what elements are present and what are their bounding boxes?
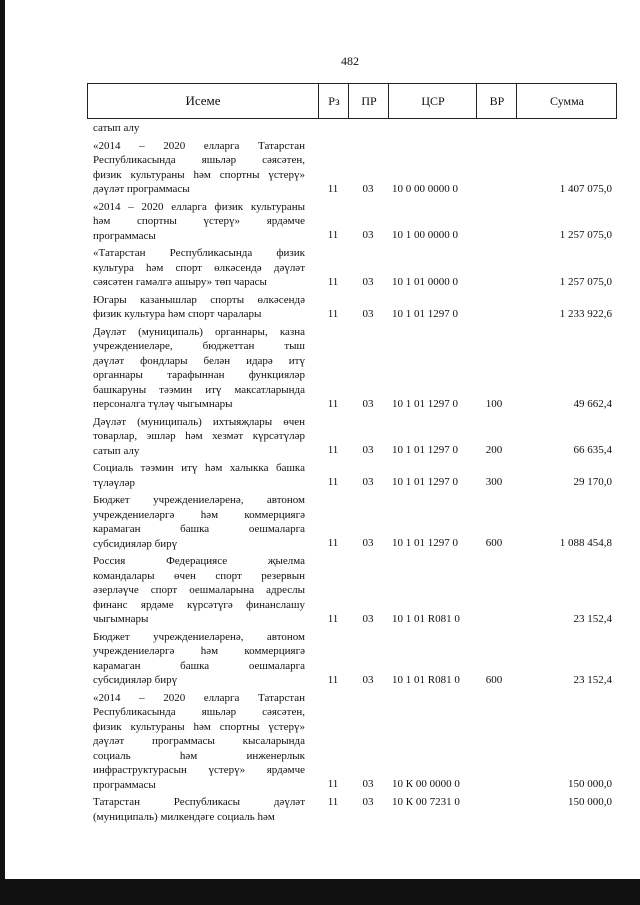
row-name-line: карамаган башка оешмаларга — [93, 659, 305, 672]
header-rz: Рз — [318, 84, 349, 118]
row-csr: 10 1 01 R081 0 — [392, 673, 460, 686]
row-name-line: Бюджет учреждениеләренә, автоном — [93, 630, 305, 643]
row-vr: 300 — [485, 476, 503, 488]
table-row — [0, 691, 640, 796]
row-name-line: учреждениеләргә һәм коммерциягә — [93, 645, 305, 657]
row-name-line: социаль һәм инженерлык — [93, 749, 305, 762]
row-name-line: түләүләр — [93, 476, 136, 489]
row-values — [0, 443, 640, 458]
row-rz: 11 — [327, 397, 339, 410]
row-name-line: «2014 – 2020 елларга Татарстан — [93, 691, 305, 704]
row-name-line: Бюджет учреждениеләренә, автоном — [93, 494, 305, 506]
row-pr: 03 — [362, 444, 374, 456]
row-name-line: программасы — [93, 778, 156, 791]
row-name-line: учреждениеләргә һәм коммерциягә — [93, 508, 305, 521]
row-rz: 11 — [327, 778, 339, 790]
row-pr: 03 — [362, 476, 374, 488]
row-pr: 03 — [362, 778, 374, 790]
row-pr: 03 — [362, 673, 374, 686]
row-values — [0, 612, 640, 627]
row-vr: 600 — [485, 537, 503, 549]
row-name-line: физик культураны һәм спортны үстерү» — [93, 720, 305, 733]
row-sum: 66 635,4 — [573, 444, 612, 456]
row-csr: 10 1 01 1297 0 — [392, 537, 458, 549]
row-name-line: товарлар, эшләр һәм хезмәт күрсәтүләр — [93, 430, 305, 442]
row-name-line: әзерләүче спорт оешмаларына адреслы — [93, 584, 305, 596]
row-name-line: субсидияләр бирү — [93, 674, 178, 686]
header-sum: Сумма — [516, 84, 617, 118]
row-name-line: программасы — [93, 229, 156, 242]
row-name-line: Республикасында яшьләр сәясәтен, — [93, 706, 305, 718]
table-row — [0, 139, 640, 200]
row-rz: 11 — [327, 229, 339, 241]
table-row — [0, 293, 640, 325]
row-csr: 10 1 00 0000 0 — [392, 229, 458, 241]
row-sum: 49 662,4 — [573, 397, 612, 410]
header-pr: ПР — [348, 84, 389, 118]
row-name-line: финанс ярдәме күрсәтүгә финанслашу — [93, 598, 305, 611]
row-values — [0, 475, 640, 490]
table-row — [0, 461, 640, 493]
row-name-line: персоналга түләү чыгымнары — [93, 398, 233, 410]
row-name-line: дәүләт фондлары белән идарә итү — [93, 354, 305, 367]
row-name-line: һәм спортны үстерү» ярдәмче — [93, 215, 305, 227]
table-body — [0, 121, 640, 827]
table-row — [0, 493, 640, 554]
row-sum: 23 152,4 — [573, 612, 612, 625]
row-name-line: культура һәм спорт өлкәсендә дәүләт — [93, 261, 305, 274]
row-rz: 11 — [327, 444, 339, 456]
row-values — [0, 777, 640, 792]
table-row — [0, 415, 640, 462]
table-row — [0, 630, 640, 691]
row-sum: 1 257 075,0 — [559, 275, 612, 288]
row-sum: 23 152,4 — [573, 673, 612, 686]
row-name-line: дәүләт программасы кысаларында — [93, 735, 305, 747]
row-rz: 11 — [327, 537, 339, 549]
row-rz: 11 — [327, 612, 339, 625]
row-values — [0, 673, 640, 688]
row-values — [0, 307, 640, 322]
table-row — [0, 246, 640, 293]
table-row — [0, 121, 640, 139]
row-csr: 10 1 01 1297 0 — [392, 444, 458, 456]
page-number: 482 — [341, 54, 359, 68]
row-pr: 03 — [362, 537, 374, 549]
row-name-line: «2014 – 2020 елларга физик культураны — [93, 200, 305, 213]
row-name-line: Социаль тәэмин итү һәм халыкка башка — [93, 462, 305, 474]
row-rz: 11 — [327, 275, 339, 288]
row-name-line: субсидияләр бирү — [93, 537, 178, 550]
row-csr: 10 К 00 0000 0 — [392, 778, 460, 790]
row-pr: 03 — [362, 229, 374, 241]
row-name-line: командалары өчен спорт резервын — [93, 569, 305, 582]
row-sum: 1 088 454,8 — [559, 537, 612, 549]
header-vr: ВР — [476, 84, 517, 118]
row-pr: 03 — [362, 182, 374, 195]
row-vr: 100 — [485, 397, 503, 410]
table-header — [87, 83, 617, 119]
row-csr: 10 К 00 7231 0 — [392, 796, 460, 808]
row-name-line: сәясәтен гамәлгә ашыру» төп чарасы — [93, 276, 267, 288]
row-sum: 1 257 075,0 — [559, 229, 612, 241]
row-name-line: (муниципаль) милкендәге социаль һәм — [93, 810, 275, 823]
row-name-line: Республикасында яшьләр сәясәтен, — [93, 154, 305, 166]
row-rz: 11 — [327, 673, 339, 686]
row-csr: 10 1 01 1297 0 — [392, 397, 458, 410]
table-row — [0, 554, 640, 630]
row-sum: 29 170,0 — [573, 476, 612, 488]
row-values — [0, 121, 640, 136]
row-pr: 03 — [362, 307, 374, 320]
row-name-line: карамаган башка оешмаларга — [93, 523, 305, 535]
row-name-line: физик культура һәм спорт чаралары — [93, 308, 262, 320]
row-sum: 1 233 922,6 — [559, 307, 612, 320]
row-sum: 150 000,0 — [568, 778, 612, 790]
row-name-line: Дәүләт (муниципаль) ихтыяҗлары өчен — [93, 415, 305, 428]
row-values — [0, 795, 640, 810]
row-name-line: чыгымнары — [93, 613, 149, 625]
scan-border-bottom — [0, 879, 640, 905]
row-pr: 03 — [362, 397, 374, 410]
row-rz: 11 — [327, 307, 339, 320]
row-sum: 150 000,0 — [568, 796, 612, 808]
table-row — [0, 795, 640, 827]
row-name-line: инфраструктурасын үстерү» ярдәмче — [93, 764, 305, 776]
row-values — [0, 397, 640, 412]
row-csr: 10 1 01 1297 0 — [392, 476, 458, 488]
row-name-line: башкаруны тәэмин итү максатларында — [93, 383, 305, 396]
row-values — [0, 228, 640, 243]
row-csr: 10 0 00 0000 0 — [392, 182, 458, 195]
row-name-line: органнары тарафыннан функцияләр — [93, 369, 305, 381]
row-name-line: учреждениеләре, бюджеттан тыш — [93, 340, 305, 352]
header-csr: ЦСР — [388, 84, 477, 118]
row-name-line: Россия Федерациясе җыелма — [93, 555, 305, 567]
row-pr: 03 — [362, 275, 374, 288]
row-name-line: «Татарстан Республикасында физик — [93, 247, 305, 259]
table-row — [0, 325, 640, 415]
row-vr: 600 — [485, 673, 503, 686]
table-row — [0, 200, 640, 247]
row-values — [0, 275, 640, 290]
row-name-line: сатып алу — [93, 122, 140, 134]
header-name: Исеме — [185, 93, 221, 108]
row-name-line: «2014 – 2020 елларга Татарстан — [93, 139, 305, 152]
row-name-line: физик культураны һәм спортны үстерү» — [93, 168, 305, 181]
row-pr: 03 — [362, 796, 374, 808]
row-values — [0, 536, 640, 551]
row-name-line: дәүләт программасы — [93, 183, 190, 195]
row-rz: 11 — [327, 796, 339, 808]
row-name-line: Югары казанышлар спорты өлкәсендә — [93, 293, 305, 306]
row-rz: 11 — [327, 182, 339, 195]
row-values — [0, 182, 640, 197]
row-name-line: Дәүләт (муниципаль) органнары, казна — [93, 325, 305, 338]
row-csr: 10 1 01 1297 0 — [392, 307, 458, 320]
row-name-line: сатып алу — [93, 444, 140, 457]
row-sum: 1 407 075,0 — [559, 182, 612, 195]
row-name-line: Татарстан Республикасы дәүләт — [93, 796, 305, 808]
row-csr: 10 1 01 R081 0 — [392, 612, 460, 625]
row-rz: 11 — [327, 476, 339, 488]
row-pr: 03 — [362, 612, 374, 625]
row-vr: 200 — [485, 444, 503, 456]
row-csr: 10 1 01 0000 0 — [392, 275, 458, 288]
